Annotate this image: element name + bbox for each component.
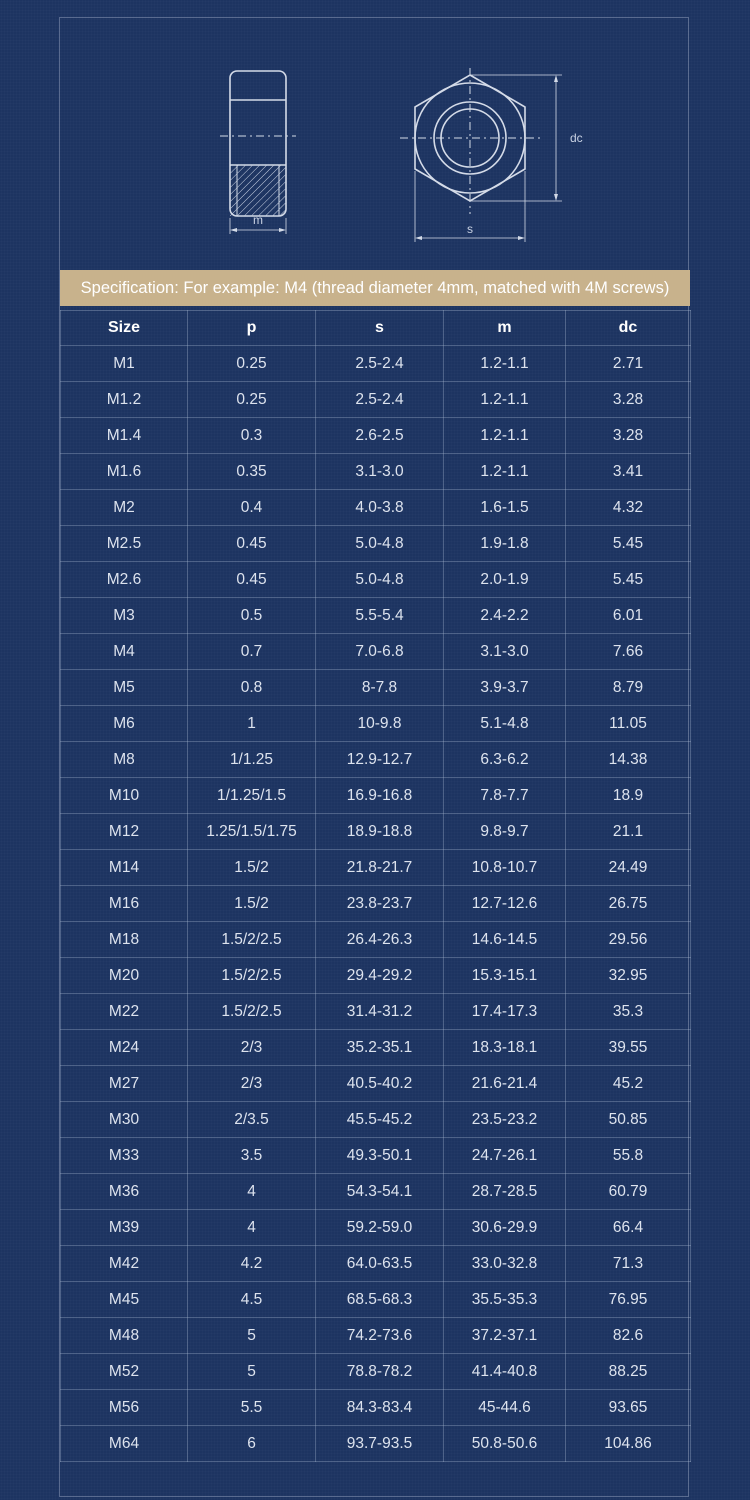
table-row <box>61 382 691 418</box>
nut-dimension-table <box>60 310 691 1462</box>
table-cell: 37.2-37.1 <box>444 1318 566 1354</box>
table-cell: 7.8-7.7 <box>444 778 566 814</box>
table-cell: 5 <box>188 1318 316 1354</box>
table-row <box>61 1426 691 1462</box>
table-cell: M16 <box>61 886 188 922</box>
table-cell: 76.95 <box>566 1282 691 1318</box>
table-cell: 0.4 <box>188 490 316 526</box>
table-cell: 24.7-26.1 <box>444 1138 566 1174</box>
table-cell: 15.3-15.1 <box>444 958 566 994</box>
table-row <box>61 1066 691 1102</box>
table-cell: M27 <box>61 1066 188 1102</box>
table-cell: 2.6-2.5 <box>316 418 444 454</box>
table-row <box>61 958 691 994</box>
table-cell: M20 <box>61 958 188 994</box>
table-cell: 1.6-1.5 <box>444 490 566 526</box>
table-cell: 49.3-50.1 <box>316 1138 444 1174</box>
table-cell: 104.86 <box>566 1426 691 1462</box>
table-cell: 55.8 <box>566 1138 691 1174</box>
table-cell: 5.0-4.8 <box>316 562 444 598</box>
table-cell: 68.5-68.3 <box>316 1282 444 1318</box>
table-cell: 18.9-18.8 <box>316 814 444 850</box>
table-row <box>61 742 691 778</box>
table-cell: 0.25 <box>188 382 316 418</box>
table-cell: 1.5/2/2.5 <box>188 994 316 1030</box>
column-header: p <box>188 311 316 346</box>
table-cell: 3.41 <box>566 454 691 490</box>
table-cell: 29.56 <box>566 922 691 958</box>
table-cell: M1.2 <box>61 382 188 418</box>
table-cell: 18.9 <box>566 778 691 814</box>
table-cell: M64 <box>61 1426 188 1462</box>
table-cell: M1.4 <box>61 418 188 454</box>
table-cell: 59.2-59.0 <box>316 1210 444 1246</box>
table-cell: 5 <box>188 1354 316 1390</box>
table-row <box>61 562 691 598</box>
table-cell: 9.8-9.7 <box>444 814 566 850</box>
table-cell: 5.45 <box>566 562 691 598</box>
table-cell: M14 <box>61 850 188 886</box>
table-cell: 12.9-12.7 <box>316 742 444 778</box>
table-cell: 1/1.25 <box>188 742 316 778</box>
table-row <box>61 634 691 670</box>
table-cell: 0.7 <box>188 634 316 670</box>
table-cell: 4 <box>188 1174 316 1210</box>
table-cell: 17.4-17.3 <box>444 994 566 1030</box>
table-cell: M8 <box>61 742 188 778</box>
table-cell: 5.5-5.4 <box>316 598 444 634</box>
table-cell: 10-9.8 <box>316 706 444 742</box>
table-row <box>61 1174 691 1210</box>
table-cell: M45 <box>61 1282 188 1318</box>
table-cell: M36 <box>61 1174 188 1210</box>
table-cell: 30.6-29.9 <box>444 1210 566 1246</box>
table-row <box>61 418 691 454</box>
table-cell: 0.5 <box>188 598 316 634</box>
table-cell: M39 <box>61 1210 188 1246</box>
table-row <box>61 994 691 1030</box>
table-body <box>61 346 691 1462</box>
table-cell: 23.5-23.2 <box>444 1102 566 1138</box>
table-cell: M6 <box>61 706 188 742</box>
table-cell: M3 <box>61 598 188 634</box>
table-cell: 0.8 <box>188 670 316 706</box>
table-cell: 93.7-93.5 <box>316 1426 444 1462</box>
table-cell: M30 <box>61 1102 188 1138</box>
table-cell: 5.5 <box>188 1390 316 1426</box>
table-cell: 1.5/2/2.5 <box>188 922 316 958</box>
table-cell: 14.6-14.5 <box>444 922 566 958</box>
table-cell: 21.6-21.4 <box>444 1066 566 1102</box>
table-cell: 26.4-26.3 <box>316 922 444 958</box>
table-cell: 32.95 <box>566 958 691 994</box>
table-row <box>61 346 691 382</box>
table-row <box>61 886 691 922</box>
table-cell: M10 <box>61 778 188 814</box>
table-cell: 3.1-3.0 <box>444 634 566 670</box>
table-cell: 28.7-28.5 <box>444 1174 566 1210</box>
table-cell: 1.2-1.1 <box>444 382 566 418</box>
table-row <box>61 706 691 742</box>
table-cell: 6.01 <box>566 598 691 634</box>
table-cell: 5.0-4.8 <box>316 526 444 562</box>
table-cell: 12.7-12.6 <box>444 886 566 922</box>
column-header: dc <box>566 311 691 346</box>
column-header: Size <box>61 311 188 346</box>
column-header: m <box>444 311 566 346</box>
table-cell: 24.49 <box>566 850 691 886</box>
table-cell: 3.28 <box>566 418 691 454</box>
dimension-label-dc: dc <box>570 131 583 145</box>
table-cell: 1.5/2 <box>188 850 316 886</box>
table-cell: 2.5-2.4 <box>316 382 444 418</box>
table-cell: 1.25/1.5/1.75 <box>188 814 316 850</box>
dimension-label-s: s <box>467 222 473 236</box>
table-cell: M2.5 <box>61 526 188 562</box>
table-row <box>61 1138 691 1174</box>
specification-banner: Specification: For example: M4 (thread diameter 4mm, matched with 4M screws) <box>60 270 690 306</box>
table-cell: M5 <box>61 670 188 706</box>
table-cell: 50.8-50.6 <box>444 1426 566 1462</box>
table-cell: 50.85 <box>566 1102 691 1138</box>
table-cell: 4.32 <box>566 490 691 526</box>
table-cell: 31.4-31.2 <box>316 994 444 1030</box>
table-cell: 1.9-1.8 <box>444 526 566 562</box>
table-cell: 1.2-1.1 <box>444 418 566 454</box>
table-row <box>61 1246 691 1282</box>
table-cell: 45.2 <box>566 1066 691 1102</box>
table-cell: 7.66 <box>566 634 691 670</box>
table-row <box>61 1210 691 1246</box>
table-cell: 0.45 <box>188 562 316 598</box>
table-cell: 8-7.8 <box>316 670 444 706</box>
table-row <box>61 670 691 706</box>
table-row <box>61 778 691 814</box>
table-row <box>61 454 691 490</box>
table-cell: 10.8-10.7 <box>444 850 566 886</box>
table-cell: 16.9-16.8 <box>316 778 444 814</box>
table-cell: 29.4-29.2 <box>316 958 444 994</box>
table-cell: M48 <box>61 1318 188 1354</box>
table-cell: 2.71 <box>566 346 691 382</box>
table-cell: M22 <box>61 994 188 1030</box>
table-cell: 4 <box>188 1210 316 1246</box>
table-cell: 35.3 <box>566 994 691 1030</box>
table-cell: 71.3 <box>566 1246 691 1282</box>
table-cell: 54.3-54.1 <box>316 1174 444 1210</box>
table-cell: 1.2-1.1 <box>444 346 566 382</box>
table-cell: 33.0-32.8 <box>444 1246 566 1282</box>
table-cell: M18 <box>61 922 188 958</box>
table-cell: 41.4-40.8 <box>444 1354 566 1390</box>
table-cell: 1.5/2/2.5 <box>188 958 316 994</box>
table-cell: M12 <box>61 814 188 850</box>
table-cell: 11.05 <box>566 706 691 742</box>
nut-side-view <box>220 71 296 234</box>
table-cell: 21.1 <box>566 814 691 850</box>
table-cell: 84.3-83.4 <box>316 1390 444 1426</box>
table-cell: 39.55 <box>566 1030 691 1066</box>
table-cell: 60.79 <box>566 1174 691 1210</box>
table-cell: M33 <box>61 1138 188 1174</box>
table-cell: 21.8-21.7 <box>316 850 444 886</box>
table-cell: 3.28 <box>566 382 691 418</box>
table-cell: 66.4 <box>566 1210 691 1246</box>
table-header-row <box>61 311 691 346</box>
table-row <box>61 1390 691 1426</box>
table-row <box>61 1282 691 1318</box>
table-cell: 5.1-4.8 <box>444 706 566 742</box>
table-cell: M1.6 <box>61 454 188 490</box>
hex-nut-technical-drawing <box>60 18 690 268</box>
table-cell: 74.2-73.6 <box>316 1318 444 1354</box>
table-cell: 0.25 <box>188 346 316 382</box>
table-cell: M42 <box>61 1246 188 1282</box>
table-cell: 40.5-40.2 <box>316 1066 444 1102</box>
table-cell: 2/3 <box>188 1030 316 1066</box>
table-cell: 4.2 <box>188 1246 316 1282</box>
table-cell: 1/1.25/1.5 <box>188 778 316 814</box>
table-cell: 4.5 <box>188 1282 316 1318</box>
table-row <box>61 1318 691 1354</box>
table-cell: 4.0-3.8 <box>316 490 444 526</box>
table-cell: 26.75 <box>566 886 691 922</box>
table-cell: 7.0-6.8 <box>316 634 444 670</box>
table-cell: 93.65 <box>566 1390 691 1426</box>
table-cell: 78.8-78.2 <box>316 1354 444 1390</box>
table-row <box>61 922 691 958</box>
column-header: s <box>316 311 444 346</box>
table-cell: 1.5/2 <box>188 886 316 922</box>
table-cell: 3.1-3.0 <box>316 454 444 490</box>
table-cell: 2/3 <box>188 1066 316 1102</box>
table-cell: 2.5-2.4 <box>316 346 444 382</box>
table-row <box>61 1354 691 1390</box>
table-cell: 35.5-35.3 <box>444 1282 566 1318</box>
table-cell: 64.0-63.5 <box>316 1246 444 1282</box>
table-cell: 23.8-23.7 <box>316 886 444 922</box>
table-row <box>61 850 691 886</box>
table-cell: 2.4-2.2 <box>444 598 566 634</box>
table-cell: 35.2-35.1 <box>316 1030 444 1066</box>
table-cell: M56 <box>61 1390 188 1426</box>
table-cell: M52 <box>61 1354 188 1390</box>
table-cell: 6 <box>188 1426 316 1462</box>
table-cell: 3.9-3.7 <box>444 670 566 706</box>
table-cell: 2/3.5 <box>188 1102 316 1138</box>
dimension-label-m: m <box>253 213 263 227</box>
table-cell: 5.45 <box>566 526 691 562</box>
table-cell: 6.3-6.2 <box>444 742 566 778</box>
table-cell: 8.79 <box>566 670 691 706</box>
table-cell: 45.5-45.2 <box>316 1102 444 1138</box>
table-row <box>61 598 691 634</box>
table-cell: 82.6 <box>566 1318 691 1354</box>
table-cell: 0.45 <box>188 526 316 562</box>
table-cell: 0.35 <box>188 454 316 490</box>
table-cell: 45-44.6 <box>444 1390 566 1426</box>
table-row <box>61 490 691 526</box>
table-row <box>61 1030 691 1066</box>
table-row <box>61 526 691 562</box>
table-cell: 2.0-1.9 <box>444 562 566 598</box>
table-row <box>61 814 691 850</box>
table-cell: M2.6 <box>61 562 188 598</box>
nut-top-view <box>400 68 562 242</box>
table-cell: 88.25 <box>566 1354 691 1390</box>
table-cell: 3.5 <box>188 1138 316 1174</box>
table-cell: M24 <box>61 1030 188 1066</box>
table-cell: 18.3-18.1 <box>444 1030 566 1066</box>
table-cell: 14.38 <box>566 742 691 778</box>
table-cell: M2 <box>61 490 188 526</box>
table-cell: 1 <box>188 706 316 742</box>
table-cell: M4 <box>61 634 188 670</box>
table-row <box>61 1102 691 1138</box>
table-cell: 1.2-1.1 <box>444 454 566 490</box>
table-cell: 0.3 <box>188 418 316 454</box>
table-cell: M1 <box>61 346 188 382</box>
